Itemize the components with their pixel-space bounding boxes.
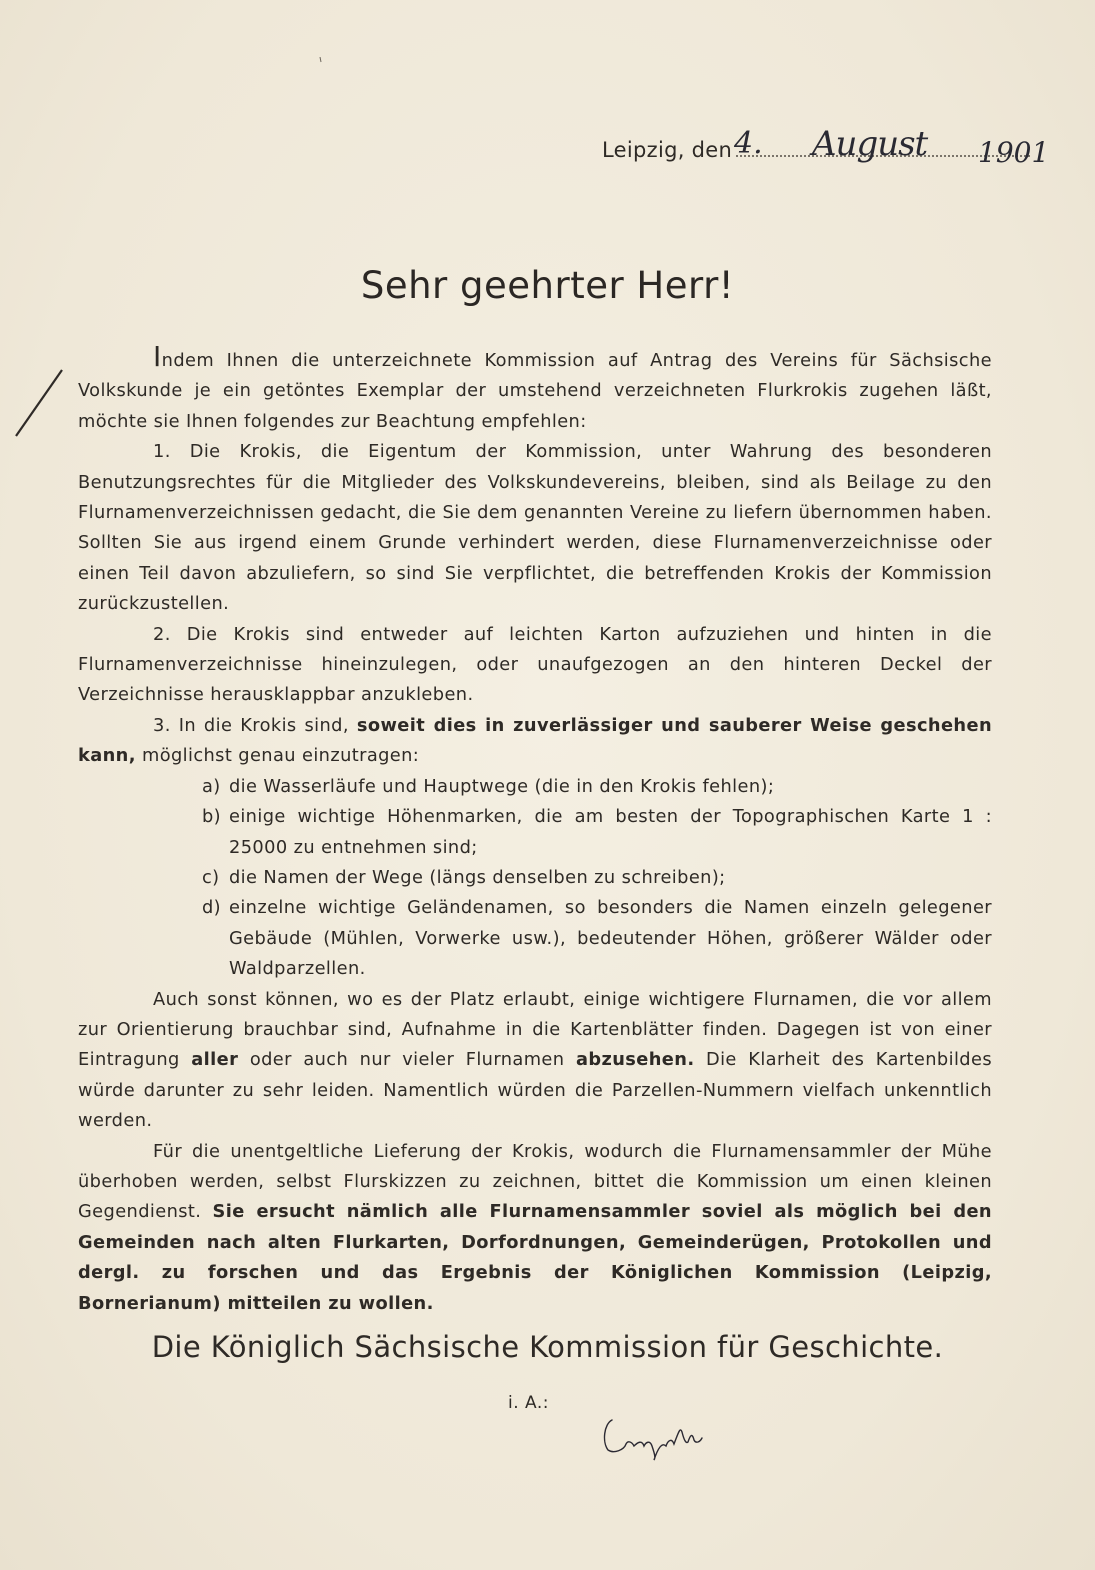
handwritten-month: August xyxy=(812,124,928,164)
handwritten-signature xyxy=(598,1412,718,1462)
handwritten-day: 4. xyxy=(734,126,763,161)
bold-abzusehen: abzusehen. xyxy=(575,1049,695,1071)
paragraph-text: Die Klarheit des Kartenbildes würde darunter zu sehr leiden. Namentlich würden die Parzellen-Nummern vielfach unkenntlich werden. xyxy=(78,1049,992,1132)
list-item xyxy=(202,863,992,893)
on-behalf-label: i. A.: xyxy=(508,1393,549,1413)
paragraph-text: Auch sonst können, wo es der Platz erlaubt, einige wichtigere Flurnamen, die vor allem zur Orientierung brauchbar sind, Aufnahme in die Kartenblätter finden. Dagegen ist von einer Eintragung xyxy=(78,988,992,1071)
list-item-text: einzelne wichtige Geländenamen, so besonders die Namen einzeln gelegener Gebäude (Mühlen, Vorwerke usw.), bedeutender Höhen, größerer Wälder oder Waldparzellen. xyxy=(229,897,992,980)
place-date-label: Leipzig, den xyxy=(602,138,733,162)
handwritten-year: 1901 xyxy=(978,136,1050,169)
paragraph-auch-sonst xyxy=(78,985,992,1137)
item-1-paragraph: 1. Die Krokis, die Eigentum der Kommission, unter Wahrung des besonderen Benutzungsrechtes für die Mitglieder des Volkskundevereins, bleiben, sind als Beilage zu den Flurnamenverzeichnissen gedacht, die Sie dem genannten Vereine zu liefern übernommen haben. Sollten Sie aus irgend einem Grunde verhindert werden, diese Flurnamenverzeichnisse oder einen Teil davon abzuliefern, so sind Sie verpflichtet, die betreffenden Krokis der Kommission zurückzustellen. xyxy=(78,441,992,615)
subitem-list xyxy=(202,772,992,985)
item-3-tail: möglichst genau einzutragen: xyxy=(141,745,420,767)
list-item xyxy=(202,802,992,863)
item-2-paragraph: 2. Die Krokis sind entweder auf leichten Karton aufzuziehen und hinten in die Flurnamenverzeichnisse hineinzulegen, oder unaufgezogen an den hinteren Deckel der Verzeichnisse herausklappbar anzukleben. xyxy=(78,623,992,706)
bold-request: Sie ersucht nämlich alle Flurnamensammler soviel als möglich bei den Gemeinden nach alten Flurkarten, Dorfordnungen, Gemeinderügen, Protokollen und dergl. zu forschen und das Ergebnis der Königlichen Kommission (Leipzig, Bornerianum) mitteilen zu wollen. xyxy=(78,1201,992,1314)
list-item-text: die Namen der Wege (längs denselben zu schreiben); xyxy=(229,866,726,888)
item-3-lead: 3. In die Krokis sind, xyxy=(153,714,349,736)
list-item-label: c) xyxy=(202,866,220,888)
paragraph-text: Für die unentgeltliche Lieferung der Krokis, wodurch die Flurnamensammler der Mühe überhoben werden, selbst Flurskizzen zu zeichnen, bittet die Kommission um einen kleinen Gegendienst. xyxy=(78,1140,992,1223)
paper-speck xyxy=(318,48,322,54)
list-item-text: einige wichtige Höhenmarken, die am besten der Topographischen Karte 1 : 25000 zu entnehmen sind; xyxy=(229,806,992,858)
list-item xyxy=(202,893,992,984)
intro-paragraph: Indem Ihnen die unterzeichnete Kommission auf Antrag des Vereins für Sächsische Volkskunde je ein getöntes Exemplar der umstehend verzeichneten Flurkrokis zugehen läßt, möchte sie Ihnen folgendes zur Beachtung empfehlen: xyxy=(78,340,992,432)
item-3-paragraph xyxy=(78,711,992,772)
letter-body xyxy=(78,342,992,1319)
paragraph-fuer-die xyxy=(78,1137,992,1319)
list-item-label: d) xyxy=(202,897,222,919)
paragraph-text: oder auch nur vieler Flurnamen xyxy=(249,1049,565,1071)
list-item-label: b) xyxy=(202,806,222,828)
list-item xyxy=(202,772,992,802)
salutation: Sehr geehrter Herr! xyxy=(360,264,735,307)
margin-slash-mark xyxy=(12,368,68,438)
list-item-label: a) xyxy=(202,775,221,797)
item-3-bold: soweit dies in zuverlässiger und sauberer Weise geschehen kann, xyxy=(78,714,992,767)
bold-aller: aller xyxy=(191,1049,239,1071)
organization-name: Die Königlich Sächsische Kommission für Geschichte. xyxy=(151,1330,944,1364)
list-item-text: die Wasserläufe und Hauptwege (die in den Krokis fehlen); xyxy=(229,775,775,797)
